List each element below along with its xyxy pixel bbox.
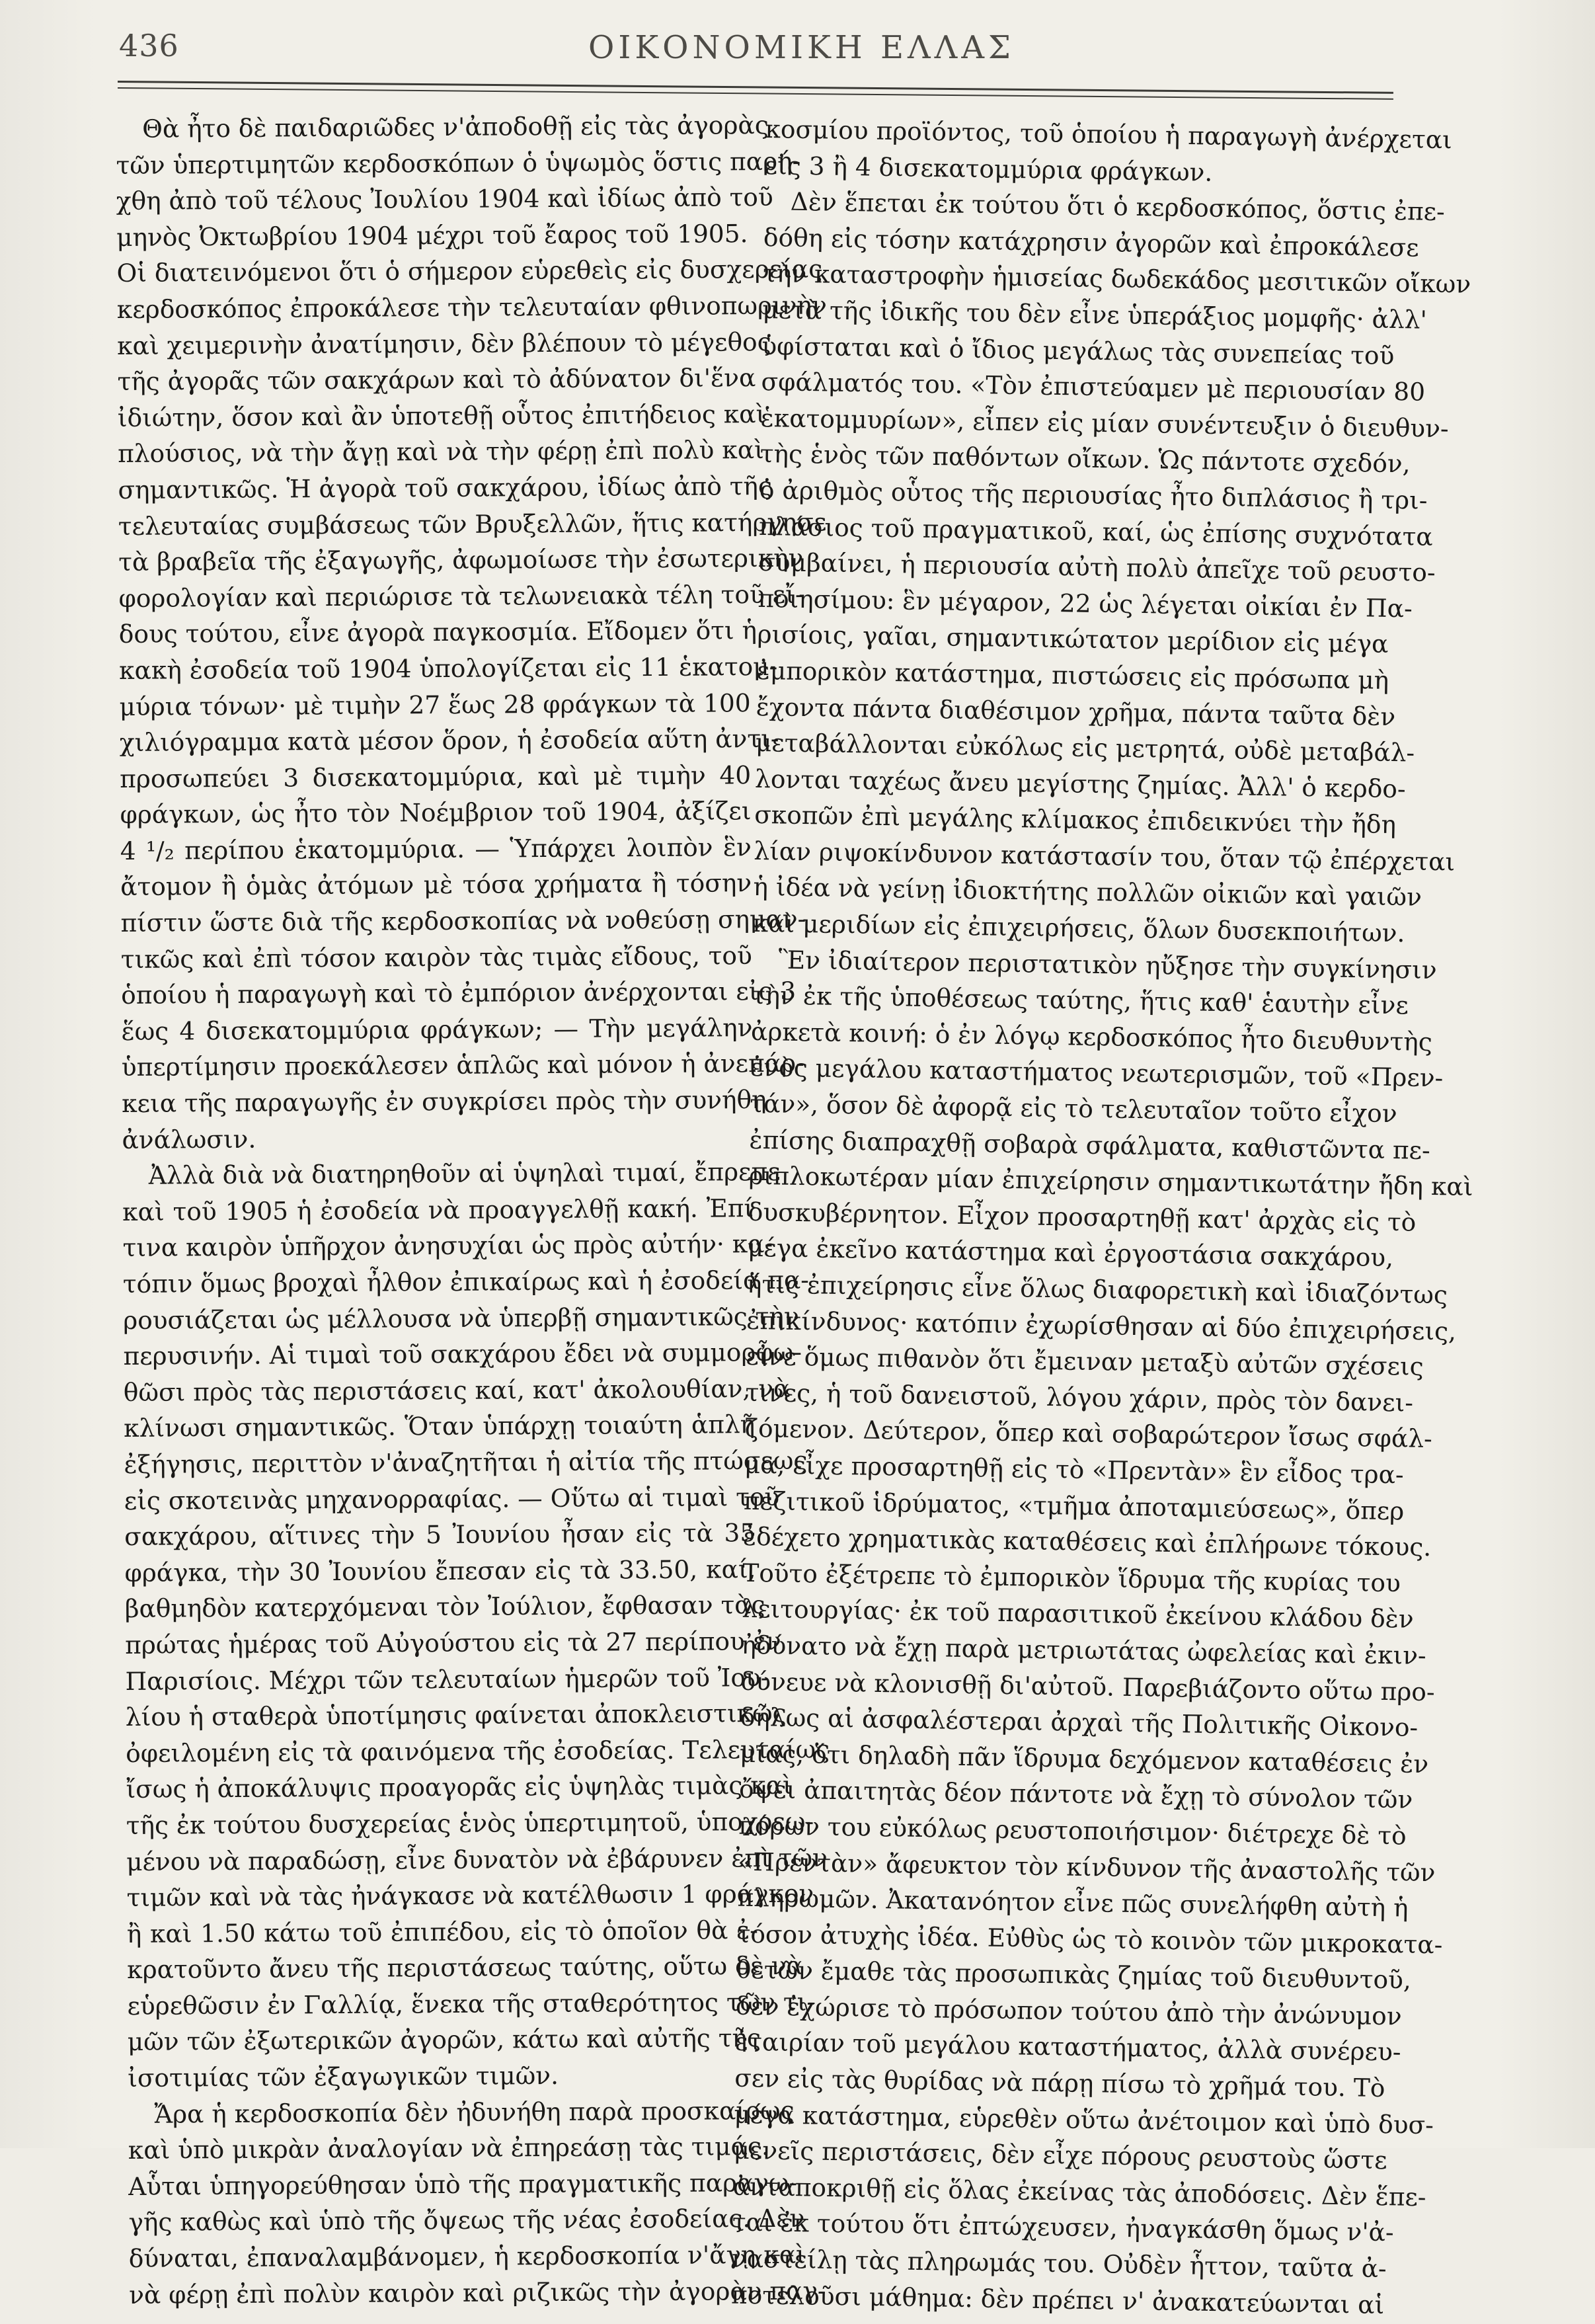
text-line: εἰς 3 ἢ 4 δισεκατομμύρια φράγκων. — [764, 150, 1213, 187]
text-line: φορολογίαν καὶ περιώρισε τὰ τελωνειακὰ τέλη τοῦ εἴ- — [118, 579, 804, 613]
text-line: ὀφειλομένη εἰς τὰ φαινόμενα τῆς ἐσοδείας. Τελευταίως — [126, 1734, 830, 1768]
right-text-column — [730, 111, 1473, 2323]
text-line: λίου ἡ σταθερὰ ὑποτίμησις φαίνεται ἀποκλειστικῶς — [125, 1698, 787, 1732]
text-line: τῆς ἐκ τούτου δυσχερείας ἑνὸς ὑπερτιμητοῦ, ὑποχρεω- — [126, 1806, 814, 1840]
text-line: πόρων του εὐκόλως ρευστοποιήσιμον· διέτρεχε δὲ τὸ — [738, 1810, 1407, 1851]
text-line: δόθη εἰς τόσην κατάχρησιν ἀγορῶν καὶ ἐπροκάλεσε — [763, 222, 1420, 262]
text-line: ζόμενον. Δεύτερον, ὅπερ καὶ σοβαρώτερον ἴσως σφάλ- — [744, 1414, 1433, 1454]
text-line: Παρισίοις. Μέχρι τῶν τελευταίων ἡμερῶν τοῦ Ἰου- — [125, 1662, 769, 1696]
text-line: τελευταίας συμβάσεως τῶν Βρυξελλῶν, ἥτις κατήργησε — [118, 506, 827, 541]
text-line: κρατοῦντο ἄνευ τῆς περιστάσεως ταύτης, οὕτω δὲ νὰ — [127, 1950, 803, 1985]
text-line: Θὰ ἦτο δὲ παιδαριῶδες ν'ἀποδοθῇ εἰς τὰς ἀγορὰς — [142, 110, 769, 143]
text-line: σεν εἰς τὰς θυρίδας νὰ πάρῃ πίσω τὸ χρῆμά του. Τὸ — [734, 2063, 1385, 2103]
text-line: δυσκυβέρνητον. Εἶχον προσαρτηθῇ κατ' ἀρχὰς εἰς τὸ — [748, 1197, 1417, 1237]
text-line: πίστιν ὥστε διὰ τῆς κερδοσκοπίας νὰ νοθεύσῃ σημαν- — [120, 904, 806, 938]
text-line: μηνὸς Ὀκτωβρίου 1904 μέχρι τοῦ ἔαρος τοῦ 1905. — [116, 218, 748, 252]
text-line: Ἀλλὰ διὰ νὰ διατηρηθοῦν αἱ ὑψηλαὶ τιμαί, ἔπρεπε — [148, 1157, 781, 1190]
text-line: κακὴ ἐσοδεία τοῦ 1904 ὑπολογίζεται εἰς 11 ἑκατομ- — [119, 651, 778, 685]
text-line: τινα καιρὸν ὑπῆρχον ἀνησυχίαι ὡς πρὸς αὐτήν· κα- — [122, 1229, 773, 1263]
text-line: σημαντικῶς. Ἡ ἀγορὰ τοῦ σακχάρου, ἰδίως ἀπὸ τῆς — [118, 471, 773, 504]
text-line: μένου νὰ παραδώσῃ, εἶνε δυνατὸν νὰ ἐβάρυνεν ἐπὶ τῶν — [126, 1842, 828, 1876]
text-line: κεια τῆς παραγωγῆς ἐν συγκρίσει πρὸς τὴν συνήθη — [122, 1085, 767, 1119]
text-line: ὑπερτίμησιν προεκάλεσεν ἁπλῶς καὶ μόνον ἡ ἀνεπάρ- — [121, 1049, 804, 1082]
text-line: σκοπῶν ἐπὶ μεγάλης κλίμακος ἐπιδεικνύει τὴν ἤδη — [754, 800, 1397, 840]
text-line: καὶ χειμερινὴν ἀνατίμησιν, δὲν βλέπουν τὸ μέγεθος — [117, 327, 771, 360]
text-line: πλούσιος, νὰ τὴν ἄγῃ καὶ νὰ τὴν φέρῃ ἐπὶ πολὺ καὶ — [118, 435, 764, 469]
text-line: ρουσιάζεται ὡς μέλλουσα νὰ ὑπερβῇ σημαντικῶς τὴν — [123, 1301, 799, 1335]
text-line: τῶν ὑπερτιμητῶν κερδοσκόπων ὁ ὑψωμὸς ὅστις παρή- — [116, 146, 801, 180]
text-line: μα, εἶχε προσαρτηθῇ εἰς τὸ «Πρεντὰν» ἓν εἶδος τρα- — [744, 1449, 1405, 1490]
text-line: εἰς σκοτεινὰς μηχανορραφίας. — Οὕτω αἱ τιμαὶ τοῦ — [124, 1482, 780, 1515]
text-line: Αὗται ὑπηγορεύθησαν ὑπὸ τῆς πραγματικῆς παραγω- — [128, 2167, 798, 2201]
text-line: ἑκατομμυρίων», εἶπεν εἰς μίαν συνέντευξιν ὁ διευθυν- — [760, 403, 1449, 444]
text-line: ὄψει ἀπαιτητὰς δέον πάντοτε νὰ ἔχῃ τὸ σύνολον τῶν — [738, 1775, 1413, 1815]
text-line: βαθμηδὸν κατερχόμεναι τὸν Ἰούλιον, ἔφθασαν τὰς — [124, 1590, 765, 1624]
text-line: τόπιν ὅμως βροχαὶ ἦλθον ἐπικαίρως καὶ ἡ ἐσοδεία πα- — [122, 1265, 810, 1299]
text-line: εἶνε ὅμως πιθανὸν ὅτι ἔμειναν μεταξὺ αὐτῶν σχέσεις — [746, 1341, 1424, 1382]
text-line: πληρωμῶν. Ἀκατανόητον εἶνε πῶς συνελήφθη αὐτὴ ἡ — [737, 1882, 1409, 1923]
text-line: μύρια τόνων· μὲ τιμὴν 27 ἕως 28 φράγκων τὰ 100 — [119, 688, 751, 721]
text-line: ἴσως ἡ ἀποκάλυψις προαγορᾶς εἰς ὑψηλὰς τιμὰς καὶ — [126, 1771, 793, 1804]
text-line: ὁποίου ἡ παραγωγὴ καὶ τὸ ἐμπόριον ἀνέρχονται εἰς 3 — [121, 976, 797, 1010]
text-line: χθη ἀπὸ τοῦ τέλους Ἰουλίου 1904 καὶ ἰδίως ἀπὸ τοῦ — [116, 182, 773, 216]
text-line: νὰ φέρῃ ἐπὶ πολὺν καιρὸν καὶ ριζικῶς τὴν ἀγορὰν παγ- — [129, 2276, 826, 2309]
text-line: ριπλοκωτέραν μίαν ἐπιχείρησιν σημαντικωτάτην ἤδη καὶ — [748, 1161, 1473, 1202]
text-line: ται ἐκ τούτου ὅτι ἐπτώχευσεν, ἠναγκάσθη ὅμως ν'ἀ- — [732, 2208, 1394, 2247]
page-number: 436 — [119, 28, 179, 63]
text-line: κλίνωσι σημαντικῶς. Ὅταν ὑπάρχῃ τοιαύτη ἁπλῆ — [124, 1410, 756, 1443]
text-line: σφάλματός του. «Τὸν ἐπιστεύαμεν μὲ περιουσίαν 80 — [761, 367, 1426, 407]
text-line: θῶσι πρὸς τὰς περιστάσεις καί, κατ' ἀκολουθίαν, νὰ — [123, 1373, 791, 1407]
text-line: τὰ βραβεῖα τῆς ἐξαγωγῆς, ἀφωμοίωσε τὴν ἐσωτερικὴν — [118, 543, 804, 577]
text-line: ρισίοις, γαῖαι, σημαντικώτατον μερίδιον εἰς μέγα — [757, 620, 1389, 659]
text-line: τὴς ἑνὸς τῶν παθόντων οἴκων. Ὡς πάντοτε σχεδόν, — [759, 439, 1411, 479]
text-line: Δὲν ἕπεται ἐκ τούτου ὅτι ὁ κερδοσκόπος, ὅστις ἐπε- — [790, 186, 1446, 227]
text-line: τιμῶν καὶ νὰ τὰς ἠνάγκασε νὰ κατέλθωσιν 1 φράγκον — [126, 1878, 814, 1913]
text-line: ὁ ἀριθμὸς οὗτος τῆς περιουσίας ἦτο διπλάσιος ἢ τρι- — [759, 475, 1428, 515]
text-line: ὑφίσταται καὶ ὁ ἴδιος μεγάλως τὰς συνεπείας τοῦ — [761, 331, 1395, 370]
text-line: φράγκα, τὴν 30 Ἰουνίου ἔπεσαν εἰς τὰ 33.50, καί, — [124, 1554, 756, 1587]
text-line: κοσμίου προϊόντος, τοῦ ὁποίου ἡ παραγωγὴ ἀνέρχεται — [765, 114, 1453, 155]
text-line: ποτελοῦσι μάθημα: δὲν πρέπει ν' ἀνακατεύωνται αἱ — [730, 2280, 1385, 2319]
text-line: ἀνταποκριθῇ εἰς ὅλας ἐκείνας τὰς ἀποδόσεις. Δὲν ἕπε- — [732, 2171, 1426, 2212]
text-line: γῆς καθὼς καὶ ὑπὸ τῆς ὄψεως τῆς νέας ἐσοδείας. Δὲν — [128, 2204, 805, 2237]
text-line: εὑρεθῶσιν ἐν Γαλλίᾳ, ἕνεκα τῆς σταθερότητος τῶν τι- — [127, 1987, 816, 2021]
text-line: λίαν ριψοκίνδυνον κατάστασίν του, ὅταν τῷ ἐπέρχεται — [754, 836, 1456, 877]
text-line: ἡ ἰδέα νὰ γείνῃ ἰδιοκτήτης πολλῶν οἰκιῶν καὶ γαιῶν — [753, 872, 1422, 912]
text-line: δύνευε νὰ κλονισθῇ δι'αὐτοῦ. Παρεβιάζοντο οὕτω προ- — [740, 1666, 1435, 1706]
text-line: δύναται, ἐπαναλαμβάνομεν, ἡ κερδοσκοπία ν'ἄγῃ καὶ — [128, 2239, 806, 2273]
text-line: δὲν ἐχώρισε τὸ πρόσωπον τούτου ἀπὸ τὴν ἀνώνυμον — [735, 1991, 1402, 2031]
text-line: ἐπικίνδυνος· κατόπιν ἐχωρίσθησαν αἱ δύο ἐπιχειρήσεις, — [746, 1305, 1457, 1346]
text-line: καὶ μεριδίων εἰς ἐπιχειρήσεις, ὅλων δυσεκποιήτων. — [752, 908, 1405, 948]
text-line: σακχάρου, αἵτινες τὴν 5 Ἰουνίου ἦσαν εἰς τὰ 35 — [124, 1518, 756, 1552]
text-line: θετῶν ἔμαθε τὰς προσωπικὰς ζημίας τοῦ διευθυντοῦ, — [736, 1954, 1412, 1995]
text-line: τικῶς καὶ ἐπὶ τόσον καιρὸν τὰς τιμὰς εἴδους, τοῦ — [120, 940, 752, 974]
text-line: ἐπίσης διαπραχθῇ σοβαρὰ σφάλματα, καθιστῶντα πε- — [749, 1125, 1431, 1165]
text-line: ἑταιρίαν τοῦ μεγάλου καταστήματος, ἀλλὰ συνέρευ- — [734, 2027, 1401, 2067]
text-line: Τοῦτο ἐξέτρεπε τὸ ἐμπορικὸν ἵδρυμα τῆς κυρίας του — [742, 1558, 1401, 1598]
text-line: τινες, ἡ τοῦ δανειστοῦ, λόγου χάριν, πρὸς τὸν δανει- — [745, 1377, 1414, 1418]
text-line: τῆς ἀγορᾶς τῶν σακχάρων καὶ τὸ ἀδύνατον δι'ἕνα — [117, 363, 756, 397]
text-line: ἄτομον ἢ ὁμὰς ἀτόμων μὲ τόσα χρήματα ἢ τόσην — [120, 868, 752, 902]
text-line: ἐδέχετο χρηματικὰς καταθέσεις καὶ ἐπλήρωνε τόκους. — [742, 1521, 1432, 1562]
text-line: ἠδύνατο νὰ ἔχῃ παρὰ μετριωτάτας ὠφελείας καὶ ἐκιν- — [741, 1630, 1426, 1670]
text-line: φράγκων, ὡς ἦτο τὸν Νοέμβριον τοῦ 1904, ἀξίζει — [120, 796, 752, 830]
text-line: ἰσοτιμίας τῶν ἐξαγωγικῶν τιμῶν. — [128, 2061, 559, 2093]
text-line: Ἓν ἰδιαίτερον περιστατικὸν ηὔξησε τὴν συγκίνησιν — [778, 945, 1437, 984]
text-line: δους τούτου, εἶνε ἀγορὰ παγκοσμία. Εἴδομεν ὅτι ἡ — [118, 616, 758, 649]
text-line: μενεῖς περιστάσεις, δὲν εἶχε πόρους ρευστοὺς ὥστε — [733, 2135, 1387, 2175]
text-line: ἐξήγησις, περιττὸν ν'ἀναζητῆται ἡ αἰτία τῆς πτώσεως — [124, 1445, 808, 1479]
running-title: ΟΙΚΟΝΟΜΙΚΗ ΕΛΛΑΣ — [588, 29, 1015, 66]
text-line: λειτουργίας· ἐκ τοῦ παρασιτικοῦ ἐκείνου κλάδου δὲν — [742, 1594, 1415, 1634]
text-line: καὶ τοῦ 1905 ἡ ἐσοδεία νὰ προαγγελθῇ κακή. Ἐπί — [122, 1193, 754, 1226]
text-line: ἀρκετὰ κοινή: ὁ ἐν λόγῳ κερδοσκόπος ἦτο διευθυντὴς — [750, 1016, 1433, 1057]
text-line: πλάσιος τοῦ πραγματικοῦ, καί, ὡς ἐπίσης συχνότατα — [758, 511, 1434, 551]
text-line: ἰδιώτην, ὅσον καὶ ἂν ὑποτεθῇ οὗτος ἐπιτήδειος καὶ — [117, 399, 766, 432]
text-line: πεζιτικοῦ ἱδρύματος, «τμῆμα ἀποταμιεύσεως», ὅπερ — [743, 1486, 1405, 1525]
text-line: τὴν καταστροφὴν ἡμισείας δωδεκάδος μεσιτικῶν οἴκων — [762, 259, 1471, 300]
header-rule-thin — [118, 87, 1393, 100]
text-line: καὶ ὑπὸ μικρὰν ἀναλογίαν νὰ ἐπηρεάσῃ τὰς τιμάς. — [128, 2132, 769, 2165]
text-line: ναστείλῃ τὰς πληρωμάς του. Οὐδὲν ἧττον, ταῦτα ἀ- — [731, 2243, 1387, 2284]
text-line: μῶν τῶν ἐξωτερικῶν ἀγορῶν, κάτω καὶ αὐτῆς τῆς — [127, 2023, 761, 2057]
text-line: 4 ¹/₂ περίπου ἑκατομμύρια. — Ὑπάρχει λοιπὸν ἓν — [120, 832, 752, 865]
text-line: ἢ καὶ 1.50 κάτω τοῦ ἐπιπέδου, εἰς τὸ ὁποῖον θὰ ἐ- — [126, 1915, 758, 1948]
text-line: Ἄρα ἡ κερδοσκοπία δὲν ἠδυνήθη παρὰ προσκαίρως — [154, 2095, 795, 2129]
text-line: δήλως αἱ ἀσφαλέστεραι ἀρχαὶ τῆς Πολιτικῆς Οἰκονο- — [740, 1702, 1419, 1742]
text-line: ἐμπορικὸν κατάστημα, πιστώσεις εἰς πρόσωπα μὴ — [756, 655, 1389, 695]
text-line: ἔχοντα πάντα διαθέσιμον χρῆμα, πάντα ταῦτα δὲν — [756, 692, 1396, 731]
text-line: ποιησίμου: ἓν μέγαρον, 22 ὡς λέγεται οἰκίαι ἐν Πα- — [758, 583, 1413, 623]
text-line: «Πρεντὰν» ἄφευκτον τὸν κίνδυνον τῆς ἀναστολῆς τῶν — [738, 1847, 1436, 1887]
text-line: χιλιόγραμμα κατὰ μέσον ὅρον, ἡ ἐσοδεία αὕτη ἀντι- — [119, 723, 779, 758]
left-text-column — [116, 107, 830, 2313]
text-line: τόσον ἀτυχὴς ἰδέα. Εὐθὺς ὡς τὸ κοινὸν τῶν μικροκατα- — [736, 1919, 1443, 1960]
text-line: περυσινήν. Αἱ τιμαὶ τοῦ σακχάρου ἔδει νὰ συμμορφω- — [123, 1337, 802, 1371]
text-line: ἀνάλωσιν. — [122, 1124, 256, 1154]
text-line: ἕως 4 δισεκατομμύρια φράγκων; — Τὴν μεγάλην — [121, 1012, 753, 1046]
text-line: προσωπεύει 3 δισεκατομμύρια, καὶ μὲ τιμὴν 40 — [120, 760, 752, 793]
text-line: μίας, ὅτι δηλαδὴ πᾶν ἵδρυμα δεχόμενον καταθέσεις ἐν — [739, 1738, 1429, 1779]
text-line: ἥτις ἐπιχείρησις εἶνε ὅλως διαφορετικὴ καὶ ἰδιαζόντως — [746, 1269, 1448, 1310]
text-line: συμβαίνει, ἡ περιουσία αὐτὴ πολὺ ἀπεῖχε τοῦ ρευστο- — [758, 547, 1436, 588]
text-line: μέγα κατάστημα, εὑρεθὲν οὕτω ἀνέτοιμον καὶ ὑπὸ δυσ- — [734, 2099, 1434, 2140]
text-line: μέγα ἐκεῖνο κατάστημα καὶ ἐργοστάσια σακχάρου, — [747, 1233, 1394, 1273]
text-line: πρώτας ἡμέρας τοῦ Αὐγούστου εἰς τὰ 27 περίπου ἐν — [125, 1626, 781, 1660]
text-line: κερδοσκόπος ἐπροκάλεσε τὴν τελευταίαν φθινοπωρινὴν — [116, 290, 827, 324]
text-line: λονται ταχέως ἄνευ μεγίστης ζημίας. Ἀλλ' ὁ κερδο- — [754, 764, 1406, 804]
header-rule — [118, 81, 1393, 94]
text-line: Οἱ διατεινόμενοι ὅτι ὁ σήμερον εὑρεθεὶς εἰς δυσχερείας — [116, 254, 823, 288]
text-line: ἑνὸς μεγάλου καταστήματος νεωτερισμῶν, τοῦ «Πρεν- — [750, 1053, 1444, 1093]
text-line: τὴν ἐκ τῆς ὑποθέσεως ταύτης, ἥτις καθ' ἑαυτὴν εἶνε — [751, 981, 1409, 1020]
text-line: τάν», ὅσον δὲ ἀφορᾷ εἰς τὸ τελευταῖον τοῦτο εἶχον — [750, 1088, 1397, 1129]
text-line: μεταβάλλονται εὐκόλως εἰς μετρητά, οὐδὲ μεταβάλ- — [755, 727, 1415, 768]
text-line: μετὰ τῆς ἰδικῆς του δὲν εἶνε ὑπεράξιος μομφῆς· ἀλλ' — [761, 294, 1428, 335]
